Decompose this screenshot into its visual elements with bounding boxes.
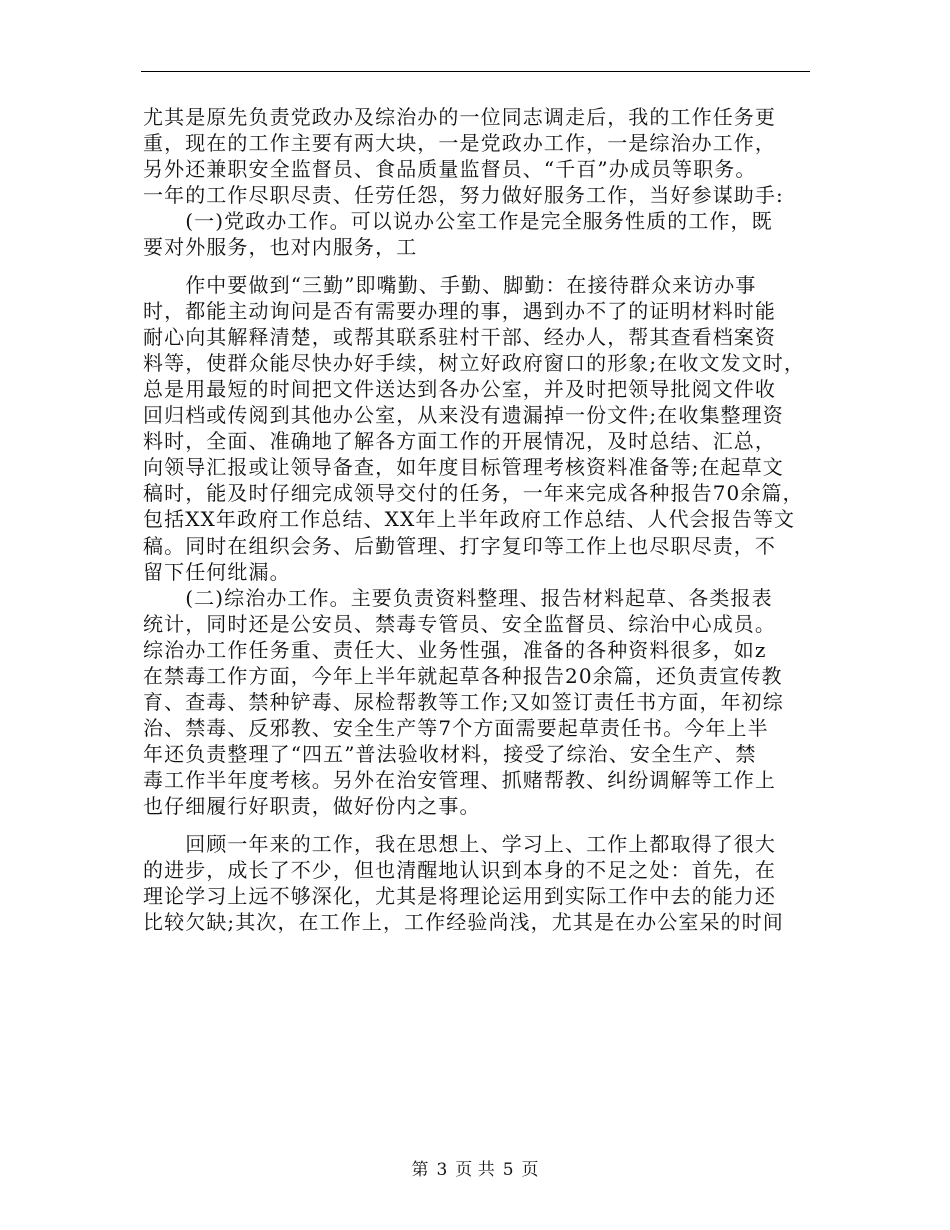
text-line: 比较欠缺;其次，在工作上，工作经验尚浅，尤其是在办公室呆的时间 bbox=[143, 909, 784, 934]
text-line: 回归档或传阅到其他办公室，从来没有遗漏掉一份文件;在收集整理资 bbox=[143, 403, 784, 428]
text-line: 治、禁毒、反邪教、安全生产等7个方面需要起草责任书。今年上半 bbox=[143, 716, 769, 741]
text-line: 料时，全面、准确地了解各方面工作的开展情况，及时总结、汇总， bbox=[143, 429, 776, 454]
text-line: 料等，使群众能尽快办好手续，树立好政府窗口的形象;在收文发文时， bbox=[143, 350, 805, 375]
text-line: 重，现在的工作主要有两大块，一是党政办工作，一是综治办工作， bbox=[143, 131, 776, 156]
text-line: 向领导汇报或让领导备查，如年度目标管理考核资料准备等;在起草文 bbox=[143, 455, 784, 480]
text-line: 另外还兼职安全监督员、食品质量监督员、“千百”办成员等职务。 bbox=[143, 157, 757, 182]
page-footer bbox=[0, 1155, 950, 1180]
text-line: (二)综治办工作。主要负责资料整理、报告材料起草、各类报表 bbox=[143, 585, 773, 610]
text-line: 时，都能主动询问是否有需要办理的事，遇到办不了的证明材料时能 bbox=[143, 298, 776, 323]
text-line: (一)党政办工作。可以说办公室工作是完全服务性质的工作，既 bbox=[143, 209, 773, 234]
text-line: 回顾一年来的工作，我在思想上、学习上、工作上都取得了很大 bbox=[143, 831, 776, 856]
text-line: 耐心向其解释清楚，或帮其联系驻村干部、经办人，帮其查看档案资 bbox=[143, 324, 776, 349]
text-line: 要对外服务，也对内服务，工 bbox=[143, 235, 418, 260]
text-line: 的进步，成长了不少，但也清醒地认识到本身的不足之处：首先，在 bbox=[143, 857, 776, 882]
text-line: 作中要做到“三勤”即嘴勤、手勤、脚勤：在接待群众来访办事 bbox=[143, 272, 757, 297]
body-text bbox=[143, 104, 808, 935]
text-line: 也仔细履行好职责，做好份内之事。 bbox=[143, 794, 481, 819]
text-line: 总是用最短的时间把文件送达到各办公室，并及时把领导批阅文件收 bbox=[143, 376, 776, 401]
text-line: 年还负责整理了“四五”普法验收材料，接受了综治、安全生产、禁 bbox=[143, 742, 757, 767]
header-rule bbox=[141, 71, 810, 72]
current-page-number: 3 bbox=[436, 1160, 448, 1180]
text-line: 理论学习上远不够深化，尤其是将理论运用到实际工作中去的能力还 bbox=[143, 883, 776, 908]
total-page-count: 5 bbox=[502, 1160, 514, 1180]
text-line: 留下任何纰漏。 bbox=[143, 559, 291, 584]
text-line: 统计，同时还是公安员、禁毒专管员、安全监督员、综治中心成员。 bbox=[143, 611, 776, 636]
text-line: 尤其是原先负责党政办及综治办的一位同志调走后，我的工作任务更 bbox=[143, 105, 776, 129]
footer-middle: 页 共 bbox=[455, 1160, 495, 1180]
text-line: 在禁毒工作方面，今年上半年就起草各种报告20余篇，还负责宣传教 bbox=[143, 663, 783, 688]
text-line: 一年的工作尽职尽责、任劳任怨，努力做好服务工作，当好参谋助手: bbox=[143, 183, 784, 208]
text-line: 综治办工作任务重、责任大、业务性强，准备的各种资料很多，如z bbox=[143, 637, 767, 662]
text-line: 稿时，能及时仔细完成领导交付的任务，一年来完成各种报告70余篇， bbox=[143, 481, 804, 506]
text-line: 育、查毒、禁种铲毒、尿检帮教等工作;又如签订责任书方面，年初综 bbox=[143, 690, 784, 715]
footer-suffix: 页 bbox=[521, 1160, 539, 1180]
text-line: 毒工作半年度考核。另外在治安管理、抓赌帮教、纠纷调解等工作上 bbox=[143, 768, 776, 793]
text-line: 稿。同时在组织会务、后勤管理、打字复印等工作上也尽职尽责，不 bbox=[143, 533, 776, 558]
footer-prefix: 第 bbox=[411, 1160, 429, 1180]
text-line: 包括XX年政府工作总结、XX年上半年政府工作总结、人代会报告等文 bbox=[143, 507, 796, 532]
